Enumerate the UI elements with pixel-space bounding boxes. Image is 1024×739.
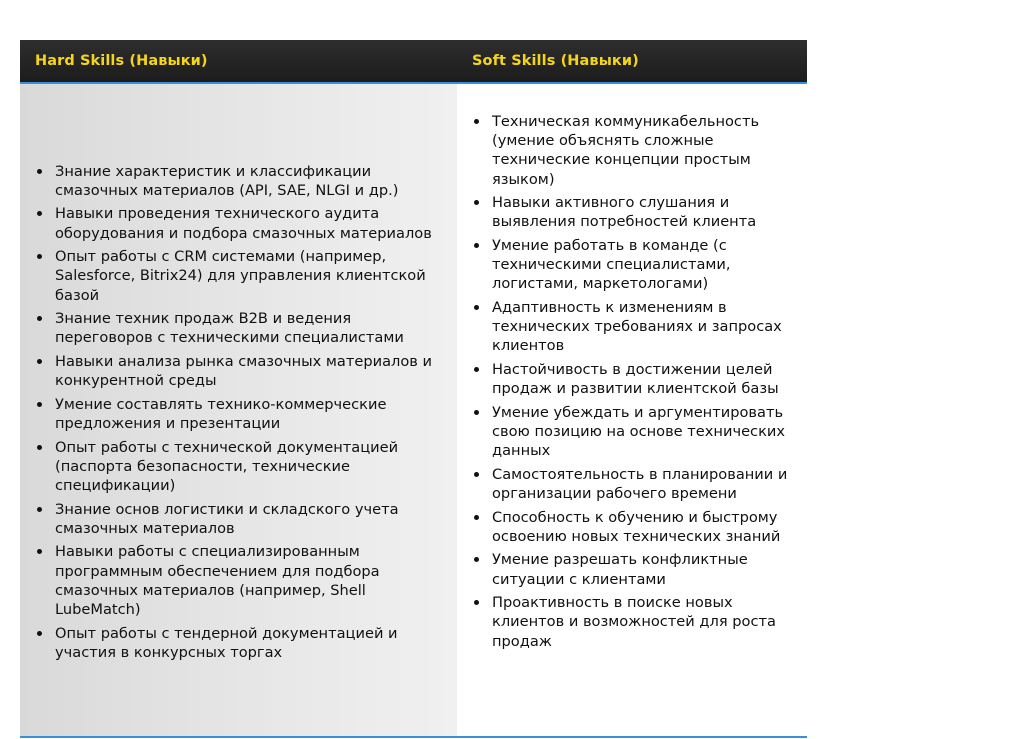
list-item: Навыки активного слушания и выявления потребностей клиента: [492, 193, 797, 231]
list-item: Самостоятельность в планировании и организации рабочего времени: [492, 465, 797, 503]
table-header: [20, 40, 807, 84]
hard-skills-column: [20, 84, 457, 736]
list-item: Проактивность в поиске новых клиентов и возможностей для роста продаж: [492, 593, 797, 651]
list-item: Навыки работы с специализированным программным обеспечением для подбора смазочных материалов (например, Shell LubeMatch): [55, 542, 451, 619]
list-item: Опыт работы с тендерной документацией и участия в конкурсных торгах: [55, 624, 451, 662]
soft-skills-list: [457, 112, 807, 655]
list-item: Умение составлять технико-коммерческие предложения и презентации: [55, 395, 451, 433]
list-item: Умение работать в команде (с техническими специалистами, логистами, маркетологами): [492, 236, 797, 294]
skills-table: [20, 40, 807, 738]
list-item: Опыт работы с CRM системами (например, Salesforce, Bitrix24) для управления клиентской базой: [55, 247, 451, 305]
list-item: Знание основ логистики и складского учета смазочных материалов: [55, 500, 451, 538]
header-hard-skills: Hard Skills (Навыки): [35, 53, 208, 69]
list-item: Знание характеристик и классификации смазочных материалов (API, SAE, NLGI и др.): [55, 162, 451, 200]
hard-skills-list: [20, 162, 457, 667]
list-item: Умение разрешать конфликтные ситуации с клиентами: [492, 550, 797, 588]
header-soft-skills: Soft Skills (Навыки): [472, 53, 639, 69]
list-item: Техническая коммуникабельность (умение объяснять сложные технические концепции простым языком): [492, 112, 797, 189]
list-item: Опыт работы с технической документацией (паспорта безопасности, технические спецификации): [55, 438, 451, 496]
list-item: Способность к обучению и быстрому освоению новых технических знаний: [492, 508, 797, 546]
soft-skills-column: [457, 84, 807, 736]
list-item: Настойчивость в достижении целей продаж и развитии клиентской базы: [492, 360, 797, 398]
list-item: Знание техник продаж B2B и ведения переговоров с техническими специалистами: [55, 309, 451, 347]
list-item: Навыки проведения технического аудита оборудования и подбора смазочных материалов: [55, 204, 451, 242]
list-item: Умение убеждать и аргументировать свою позицию на основе технических данных: [492, 403, 797, 461]
list-item: Адаптивность к изменениям в технических требованиях и запросах клиентов: [492, 298, 797, 356]
list-item: Навыки анализа рынка смазочных материалов и конкурентной среды: [55, 352, 451, 390]
